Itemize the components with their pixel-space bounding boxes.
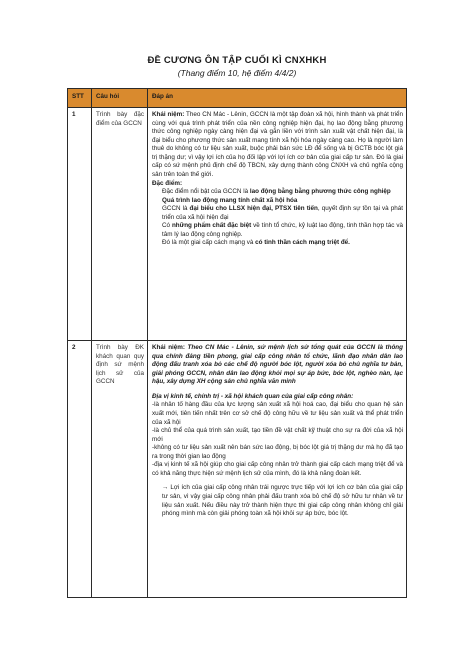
header-question: Câu hỏi <box>92 89 148 108</box>
conditions-label: Địa vị kinh tế, chính trị - xã hội khách quan của giai cấp công nhân: <box>152 392 354 400</box>
question-cell: Trình bày đặc điểm của GCCN <box>92 108 148 341</box>
document-title: ĐỀ CƯƠNG ÔN TẬP CUỐI KÌ CNXHKH <box>147 55 327 66</box>
feature-highlight: đại biểu cho LLSX hiện đại, PTSX tiên tiến <box>189 205 318 213</box>
condition-item: -không có tư liệu sản xuất nên bán sức lao động, bị bóc lột giá trị thặng dư mà họ đã tạo ra trong thời gian lao động <box>152 444 403 460</box>
feature-item <box>152 188 403 197</box>
condition-item: -địa vị kinh tế xã hội giúp cho giai cấp công nhân trở thành giai cấp cách mạng triệt để và có khả năng thực hiện sứ mệnh lịch sử của mình, đó là khả năng đoàn kết. <box>152 461 403 477</box>
feature-highlight: có tinh thần cách mạng triệt để. <box>255 239 350 247</box>
row-number: 1 <box>68 108 92 341</box>
qa-table <box>67 88 407 598</box>
features-label: Đặc điểm: <box>152 179 183 187</box>
header-answer: Đáp án <box>148 89 407 108</box>
concept-paragraph <box>152 111 403 180</box>
feature-text: Đó là một giai cấp cách mạng và <box>162 239 256 247</box>
feature-text: về tính tổ chức, kỷ luật lao động, tinh thần hợp tác và tâm lý lao động công nghiệp. <box>162 222 403 238</box>
feature-item: Quá trình lao động mang tính chất xã hội hóa <box>162 196 298 204</box>
feature-text: GCCN là <box>162 205 190 213</box>
feature-highlight: lao động bằng bằng phương thức công nghiệp <box>249 188 391 196</box>
conclusion-paragraph: → Lợi ích của giai cấp công nhân trái ngược trực tiếp với lợi ích cơ bản của giai cấp tư sản, vì vậy giai cấp công nhân phải đấu tranh xóa bỏ chế độ sở hữu tư nhân về tư liệu sản xuất. Nếu điều này trở thành hiện thực thì giai cấp công nhân không chỉ giải phóng mình mà còn giải phóng toàn xã hội khỏi sự áp bức, bóc lột. <box>162 484 403 518</box>
row-number: 2 <box>68 341 92 598</box>
concept-label: Khái niệm: <box>152 111 185 118</box>
concept-text: Theo CN Mác - Lênin, GCCN là một tập đoàn xã hội, hình thành và phát triển cùng với quá trình phát triển của nền công nghiệp hiện đại, họ lao động bằng phương thức công nghiệp ngày càng hiện đại và gắn liền với trình sản xuất vật chất hiện đại, là đại biểu cho phương thức sản xuất mang tính xã hội hóa ngày càng cao. Họ là người làm thuê do không có tư liệu sản xuất, buộc phải bán sức LĐ để sống và bị GCTB bóc lột giá trị thặng dư; vì vậy lợi ích của họ đối lập với lợi ích cơ bản của giai cấp tư sản. Đó là giai cấp có sứ mệnh phủ định chế độ TBCN, xây dựng thành công CNXH và chủ nghĩa cộng sản trên toàn thế giới. <box>152 111 403 178</box>
feature-text: Có <box>162 222 172 230</box>
feature-item <box>152 239 403 248</box>
table-row <box>68 108 407 341</box>
answer-cell <box>148 108 407 341</box>
feature-text: Đặc điểm nổi bật của GCCN là <box>162 188 250 196</box>
header-stt: STT <box>68 89 92 108</box>
feature-highlight: những phẩm chất đặc biệt <box>171 222 252 230</box>
condition-item: -là nhân tố hàng đầu của lực lượng sản xuất xã hội hoá cao, đại biểu cho quan hệ sản xuất mới, tiên tiến nhất trên cơ sở chế độ công hữu về tư liệu sản xuất và thể phát triển của xã hội <box>152 401 403 426</box>
concept-label: Khái niệm: <box>152 344 188 351</box>
document-subtitle: (Thang điểm 10, hệ điểm 4/4/2) <box>177 68 297 78</box>
table-row <box>68 341 407 598</box>
concept-paragraph <box>152 344 403 387</box>
answer-cell <box>148 341 407 598</box>
condition-item: -là chủ thể của quá trình sản xuất, tạo tiền đề vật chất kỹ thuật cho sự ra đời của xã hội mới <box>152 427 403 443</box>
table-header-row <box>68 89 407 108</box>
feature-item <box>152 222 403 239</box>
concept-text: Theo CN Mác - Lênin, sứ mệnh lịch sử tổng quát của GCCN là thông qua chính đảng tiền phong, giai cấp công nhân tổ chức, lãnh đạo nhân dân lao động đấu tranh xóa bỏ các chế độ người bóc lột, người xóa bỏ chủ nghĩa tư bản, giải phóng GCCN, nhân dân lao động khỏi mọi sự áp bức, bóc lột, nghèo nàn, lạc hậu, xây dựng XH cộng sản chủ nghĩa văn minh <box>152 344 403 386</box>
feature-item <box>152 205 403 222</box>
question-cell: Trình bày ĐK khách quan quy định sứ mệnh lịch sử của GCCN <box>92 341 148 598</box>
feature-text: , quyết định sự tồn tại và phát triển của xã hội hiện đại <box>162 205 403 221</box>
